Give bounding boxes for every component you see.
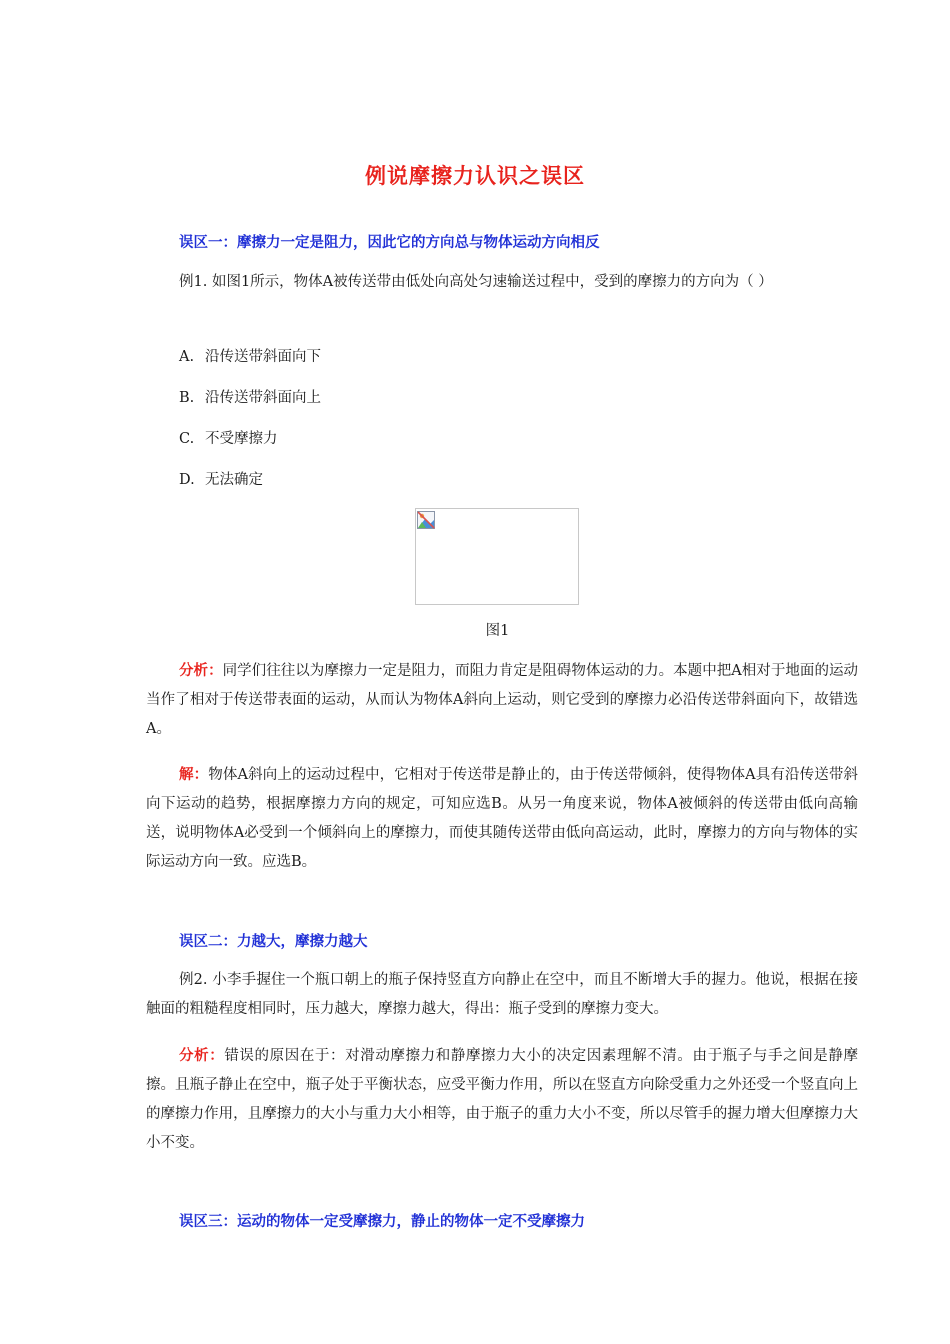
broken-image-icon — [416, 510, 436, 530]
analysis-1-text: 同学们往往以为摩擦力一定是阻力，而阻力肯定是阻碍物体运动的力。本题中把A相对于地面的运动当作了相对于传送带表面的运动，从而认为物体A斜向上运动，则它受到的摩擦力必沿传送带斜面向下，故错选A。 — [146, 663, 859, 737]
analysis-2-label: 分析： — [179, 1047, 225, 1064]
option-b-text: 沿传送带斜面向上 — [205, 390, 321, 406]
analysis-1-label: 分析： — [179, 662, 223, 679]
section-heading-2: 误区二：力越大，摩擦力越大 — [179, 933, 368, 950]
option-b — [179, 386, 321, 407]
analysis-2-text: 错误的原因在于：对滑动摩擦力和静摩擦力大小的决定因素理解不清。由于瓶子与手之间是静摩擦。且瓶子静止在空中，瓶子处于平衡状态，应受平衡力作用，所以在竖直方向除受重力之外还受一个竖直向上的摩擦力作用，且摩擦力的大小与重力大小相等，由于瓶子的重力大小不变，所以尽管手的握力增大但摩擦力大小不变。 — [146, 1048, 859, 1151]
example-1-text: 例1. 如图1所示，物体A被传送带由低处向高处匀速输送过程中，受到的摩擦力的方向为（ ） — [179, 274, 773, 290]
section-heading-3: 误区三：运动的物体一定受摩擦力，静止的物体一定不受摩擦力 — [179, 1213, 585, 1230]
option-a-key: A. — [179, 349, 195, 365]
example-2-text: 例2. 小李手握住一个瓶口朝上的瓶子保持竖直方向静止在空中，而且不断增大手的握力。他说，根据在接触面的粗糙程度相同时，压力越大，摩擦力越大，得出：瓶子受到的摩擦力变大。 — [146, 972, 858, 1017]
option-d-key: D. — [179, 472, 195, 488]
option-a-text: 沿传送带斜面向下 — [205, 349, 321, 365]
option-c-text: 不受摩擦力 — [205, 431, 278, 447]
page-title: 例说摩擦力认识之误区 — [365, 163, 585, 188]
figure-1-caption: 图1 — [485, 623, 510, 639]
analysis-1 — [146, 656, 858, 744]
solution-1-label: 解： — [179, 766, 209, 783]
option-a — [179, 345, 321, 366]
option-d — [179, 468, 263, 489]
option-c-key: C. — [179, 431, 195, 447]
solution-1-text: 物体A斜向上的运动过程中，它相对于传送带是静止的，由于传送带倾斜，使得物体A具有沿传送带斜向下运动的趋势，根据摩擦力方向的规定，可知应选B。从另一角度来说，物体A被倾斜的传送带由低向高输送，说明物体A必受到一个倾斜向上的摩擦力，而使其随传送带由低向高运动，此时，摩擦力的方向与物体的实际运动方向一致。应选B。 — [146, 767, 858, 870]
option-c — [179, 427, 278, 448]
figure-1-placeholder — [415, 508, 579, 605]
solution-1 — [146, 760, 858, 877]
option-d-text: 无法确定 — [205, 472, 263, 488]
analysis-2 — [146, 1041, 858, 1158]
option-b-key: B. — [179, 390, 195, 406]
section-heading-1: 误区一：摩擦力一定是阻力，因此它的方向总与物体运动方向相反 — [179, 234, 600, 251]
